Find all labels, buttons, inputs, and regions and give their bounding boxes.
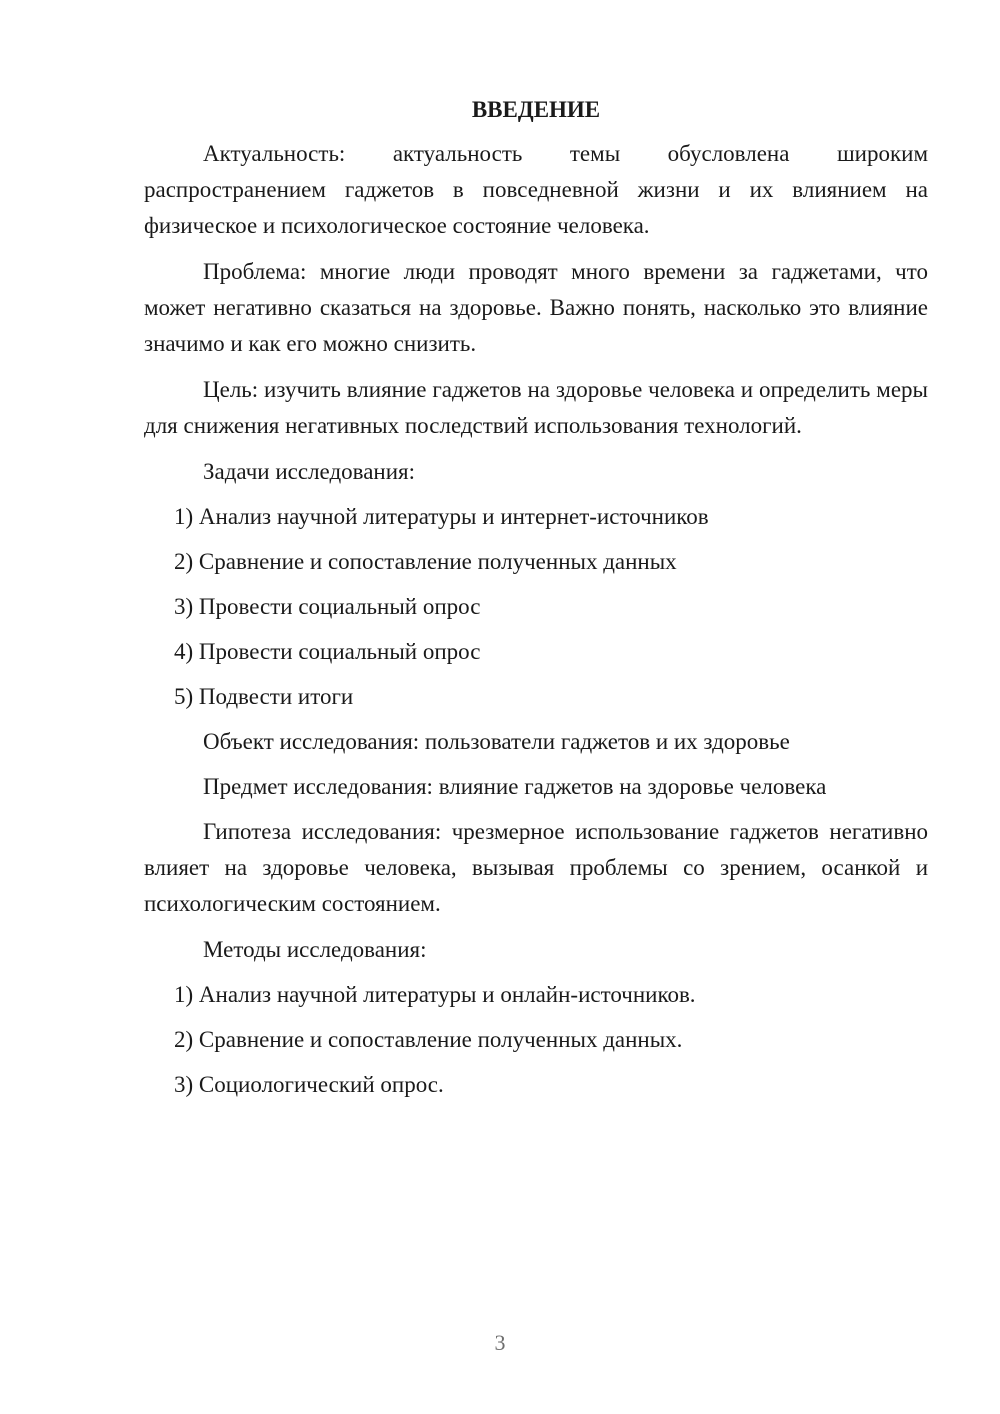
list-item: 1) Анализ научной литературы и онлайн-источников. [174,982,696,1007]
goal-paragraph: Цель: изучить влияние гаджетов на здоровье человека и определить меры для снижения негативных последствий использования технологий. [144,377,928,438]
list-item: 3) Социологический опрос. [174,1072,444,1097]
hypothesis-paragraph: Гипотеза исследования: чрезмерное использование гаджетов негативно влияет на здоровье человека, вызывая проблемы со зрением, осанкой и психологическим состоянием. [144,819,928,916]
list-item: 1) Анализ научной литературы и интернет-источников [174,504,709,529]
tasks-heading: Задачи исследования: [203,459,416,484]
subject-line: Предмет исследования: влияние гаджетов на здоровье человека [203,774,827,799]
section-title: ВВЕДЕНИЕ [471,97,601,122]
actuality-paragraph: Актуальность: актуальность темы обусловлена широким распространением гаджетов в повседневной жизни и их влиянием на физическое и психологическое состояние человека. [144,141,928,238]
list-item: 2) Сравнение и сопоставление полученных данных [174,549,677,574]
problem-paragraph: Проблема: многие люди проводят много времени за гаджетами, что может негативно сказаться на здоровье. Важно понять, насколько это влияние значимо и как его можно снизить. [144,259,928,356]
methods-list [144,977,928,1103]
page-number: 3 [494,1330,506,1355]
page-content [144,92,928,1112]
list-item: 5) Подвести итоги [174,684,354,709]
list-item: 4) Провести социальный опрос [174,639,481,664]
methods-heading: Методы исследования: [203,937,427,962]
list-item: 3) Провести социальный опрос [174,594,481,619]
list-item: 2) Сравнение и сопоставление полученных данных. [174,1027,683,1052]
tasks-list [144,499,928,715]
object-line: Объект исследования: пользователи гаджетов и их здоровье [203,729,790,754]
